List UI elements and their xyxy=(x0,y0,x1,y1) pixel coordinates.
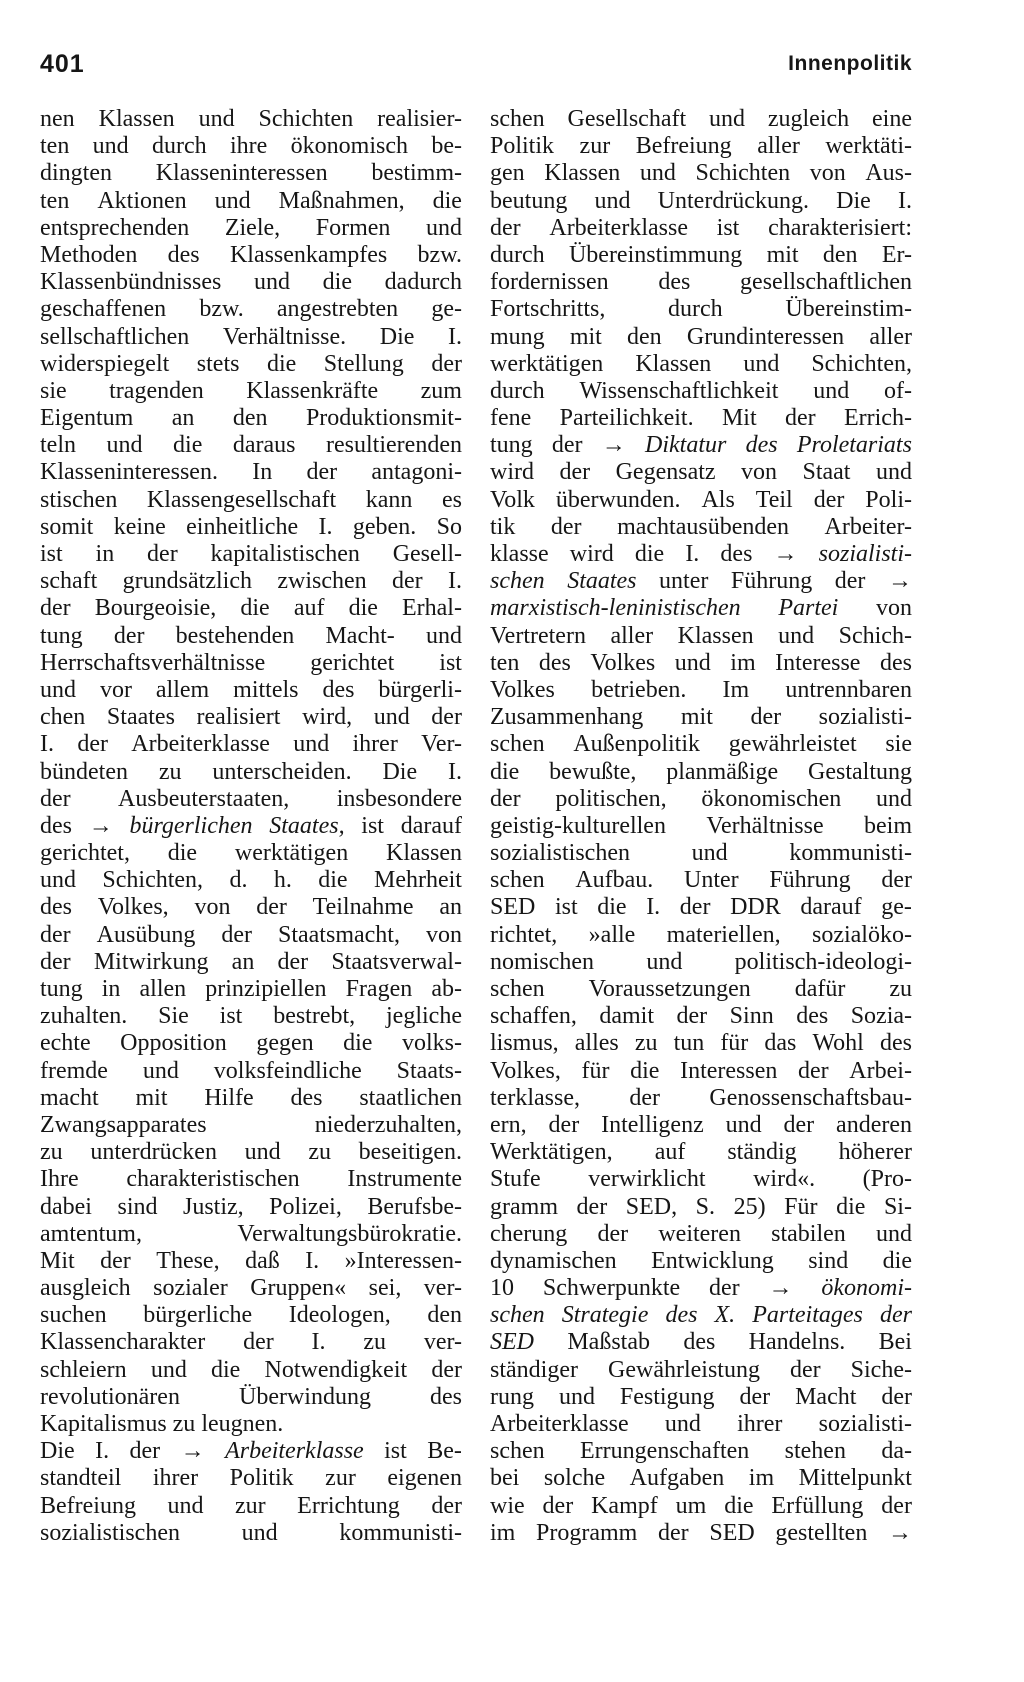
right-column-line: ständiger Gewährleistung der Siche- xyxy=(490,1356,912,1383)
right-column-line: schen Strategie des X. Parteitages der xyxy=(490,1302,912,1329)
right-column-line: Stufe verwirklicht wird«. (Pro- xyxy=(490,1166,912,1193)
right-column-line: bei solche Aufgaben im Mittelpunkt xyxy=(490,1465,912,1492)
right-column-line: beutung und Unterdrückung. Die I. xyxy=(490,187,912,214)
left-column-line: teln und die daraus resultierenden xyxy=(40,432,462,459)
left-column-line: widerspiegelt stets die Stellung der xyxy=(40,350,462,377)
left-column-line: Herrschaftsverhältnisse gerichtet ist xyxy=(40,649,462,676)
right-column-line: gramm der SED, S. 25) Für die Si- xyxy=(490,1193,912,1220)
left-column-line: amtentum, Verwaltungsbürokratie. xyxy=(40,1220,462,1247)
page-header xyxy=(40,50,912,90)
right-column-line: cherung der weiteren stabilen und xyxy=(490,1220,912,1247)
right-column-line: dynamischen Entwicklung sind die xyxy=(490,1247,912,1274)
right-column-line: wie der Kampf um die Erfüllung der xyxy=(490,1492,912,1519)
right-column-line: ern, der Intelligenz und der anderen xyxy=(490,1111,912,1138)
left-column-line: bündeten zu unterscheiden. Die I. xyxy=(40,758,462,785)
left-column-line: dingten Klasseninteressen bestimm- xyxy=(40,160,462,187)
left-column-line: Befreiung und zur Errichtung der xyxy=(40,1492,462,1519)
left-column-line: standteil ihrer Politik zur eigenen xyxy=(40,1465,462,1492)
left-column-line: Methoden des Klassenkampfes bzw. xyxy=(40,241,462,268)
right-column-line: tung der → Diktatur des Proletariats xyxy=(490,432,912,459)
left-column-line: zuhalten. Sie ist bestrebt, jegliche xyxy=(40,1003,462,1030)
running-head: Innenpolitik xyxy=(788,52,912,75)
right-column-line: geistig-kulturellen Verhältnisse beim xyxy=(490,812,912,839)
right-column-line: Volkes betrieben. Im untrennbaren xyxy=(490,676,912,703)
right-column-line: SED Maßstab des Handelns. Bei xyxy=(490,1329,912,1356)
left-column-line: dabei sind Justiz, Polizei, Berufsbe- xyxy=(40,1193,462,1220)
left-column-line: nen Klassen und Schichten realisier- xyxy=(40,106,462,132)
left-column-line: sie tragenden Klassenkräfte zum xyxy=(40,377,462,404)
text-column-left xyxy=(40,106,462,1547)
left-column-line: tung in allen prinzipiellen Fragen ab- xyxy=(40,976,462,1002)
left-column-line: ten und durch ihre ökonomisch be- xyxy=(40,133,462,160)
text-column-right xyxy=(490,106,912,1547)
right-column-line: Werktätigen, auf ständig höherer xyxy=(490,1139,912,1166)
left-column-line: suchen bürgerliche Ideologen, den xyxy=(40,1302,462,1329)
right-column-line: durch Übereinstimmung mit den Er- xyxy=(490,241,912,268)
right-column-line: die bewußte, planmäßige Gestaltung xyxy=(490,758,912,785)
left-column-line: und vor allem mittels des bürgerli- xyxy=(40,676,462,703)
left-column-line: echte Opposition gegen die volks- xyxy=(40,1030,462,1057)
left-column-line: fremde und volksfeindliche Staats- xyxy=(40,1057,462,1084)
right-column-line: Fortschritts, durch Übereinstim- xyxy=(490,296,912,323)
left-column-line: ausgleich sozialer Gruppen« sei, ver- xyxy=(40,1275,462,1302)
right-column-line: mung mit den Grundinteressen aller xyxy=(490,323,912,350)
left-column-line: Kapitalismus zu leugnen. xyxy=(40,1411,284,1437)
left-column-line: I. der Arbeiterklasse und ihrer Ver- xyxy=(40,731,462,758)
left-column-line: gerichtet, die werktätigen Klassen xyxy=(40,840,462,867)
right-column-line: wird der Gegensatz von Staat und xyxy=(490,459,912,486)
right-column-line: ten des Volkes und im Interesse des xyxy=(490,649,912,676)
right-column-line: richtet, »alle materiellen, sozialöko- xyxy=(490,921,912,948)
right-column-line: schen Außenpolitik gewährleistet sie xyxy=(490,731,912,758)
left-column-line: chen Staates realisiert wird, und der xyxy=(40,704,462,731)
page-number: 401 xyxy=(40,50,85,78)
right-column-line: im Programm der SED gestellten → xyxy=(490,1519,912,1546)
right-column-line: sozialistischen und kommunisti- xyxy=(490,840,912,867)
left-column-line: tung der bestehenden Macht- und xyxy=(40,622,462,649)
left-column-line: schaft grundsätzlich zwischen der I. xyxy=(40,568,462,595)
right-column-line: fene Parteilichkeit. Mit der Errich- xyxy=(490,405,912,432)
left-column-line: Die I. der → Arbeiterklasse ist Be- xyxy=(40,1438,462,1465)
left-column-line: des → bürgerlichen Staates, ist darauf xyxy=(40,812,462,839)
right-column-line: schen Errungenschaften stehen da- xyxy=(490,1438,912,1465)
right-column-line: fordernissen des gesellschaftlichen xyxy=(490,269,912,296)
right-column-line: terklasse, der Genossenschaftsbau- xyxy=(490,1084,912,1111)
left-column-line: Eigentum an den Produktionsmit- xyxy=(40,405,462,432)
right-column-line: durch Wissenschaftlichkeit und of- xyxy=(490,377,912,404)
right-column-line: Arbeiterklasse und ihrer sozialisti- xyxy=(490,1411,912,1437)
left-column-line: der Mitwirkung an der Staatsverwal- xyxy=(40,948,462,975)
right-column-line: 10 Schwerpunkte der → ökonomi- xyxy=(490,1275,912,1302)
left-column-line: des Volkes, von der Teilnahme an xyxy=(40,894,462,921)
right-column-line: schaffen, damit der Sinn des Sozia- xyxy=(490,1003,912,1030)
right-column-line: der Arbeiterklasse ist charakterisiert: xyxy=(490,214,912,241)
right-column-line: nomischen und politisch-ideologi- xyxy=(490,948,912,975)
left-column-line: geschaffenen bzw. angestrebten ge- xyxy=(40,296,462,323)
right-column-line: gen Klassen und Schichten von Aus- xyxy=(490,160,912,187)
right-column-line: Vertretern aller Klassen und Schich- xyxy=(490,622,912,649)
right-column-line: lismus, alles zu tun für das Wohl des xyxy=(490,1030,912,1057)
left-column-line: somit keine einheitliche I. geben. So xyxy=(40,513,462,540)
right-column-line: werktätigen Klassen und Schichten, xyxy=(490,350,912,377)
left-column-line: Klassencharakter der I. zu ver- xyxy=(40,1329,462,1356)
left-column-line: Zwangsapparates niederzuhalten, xyxy=(40,1111,462,1138)
right-column-line: SED ist die I. der DDR darauf ge- xyxy=(490,894,912,921)
left-column-line: der Bourgeoisie, die auf die Erhal- xyxy=(40,595,462,622)
right-column-line: schen Gesellschaft und zugleich eine xyxy=(490,106,912,132)
right-column-line: klasse wird die I. des → sozialisti- xyxy=(490,541,912,567)
left-column-line: Ihre charakteristischen Instrumente xyxy=(40,1166,462,1193)
right-column-line: der politischen, ökonomischen und xyxy=(490,785,912,812)
left-column-line: entsprechenden Ziele, Formen und xyxy=(40,214,462,241)
left-column-line: Klassenbündnisses und die dadurch xyxy=(40,269,462,296)
left-column-line: ist in der kapitalistischen Gesell- xyxy=(40,541,462,567)
right-column-line: schen Staates unter Führung der → xyxy=(490,568,912,595)
right-column-line: Volkes, für die Interessen der Arbei- xyxy=(490,1057,912,1084)
left-column-line: schleiern und die Notwendigkeit der xyxy=(40,1356,462,1383)
left-column-line: Klasseninteressen. In der antagoni- xyxy=(40,459,462,486)
right-column-line: Volk überwunden. Als Teil der Poli- xyxy=(490,486,912,513)
right-column-line: schen Aufbau. Unter Führung der xyxy=(490,867,912,894)
left-column-line: revolutionären Überwindung des xyxy=(40,1383,462,1410)
left-column-line: der Ausübung der Staatsmacht, von xyxy=(40,921,462,948)
left-column-line: macht mit Hilfe des staatlichen xyxy=(40,1084,462,1111)
left-column-line: der Ausbeuterstaaten, insbesondere xyxy=(40,785,462,812)
left-column-line: ten Aktionen und Maßnahmen, die xyxy=(40,187,462,214)
right-column-line: marxistisch-leninistischen Partei von xyxy=(490,595,912,622)
right-column-line: tik der machtausübenden Arbeiter- xyxy=(490,513,912,540)
right-column-line: Politik zur Befreiung aller werktäti- xyxy=(490,133,912,160)
left-column-line: stischen Klassengesellschaft kann es xyxy=(40,486,462,513)
left-column-line: sozialistischen und kommunisti- xyxy=(40,1519,462,1546)
right-column-line: schen Voraussetzungen dafür zu xyxy=(490,976,912,1002)
right-column-line: Zusammenhang mit der sozialisti- xyxy=(490,704,912,731)
left-column-line: Mit der These, daß I. »Interessen- xyxy=(40,1247,462,1274)
left-column-line: sellschaftlichen Verhältnisse. Die I. xyxy=(40,323,462,350)
right-column-line: rung und Festigung der Macht der xyxy=(490,1383,912,1410)
left-column-line: und Schichten, d. h. die Mehrheit xyxy=(40,867,462,894)
left-column-line: zu unterdrücken und zu beseitigen. xyxy=(40,1139,462,1166)
